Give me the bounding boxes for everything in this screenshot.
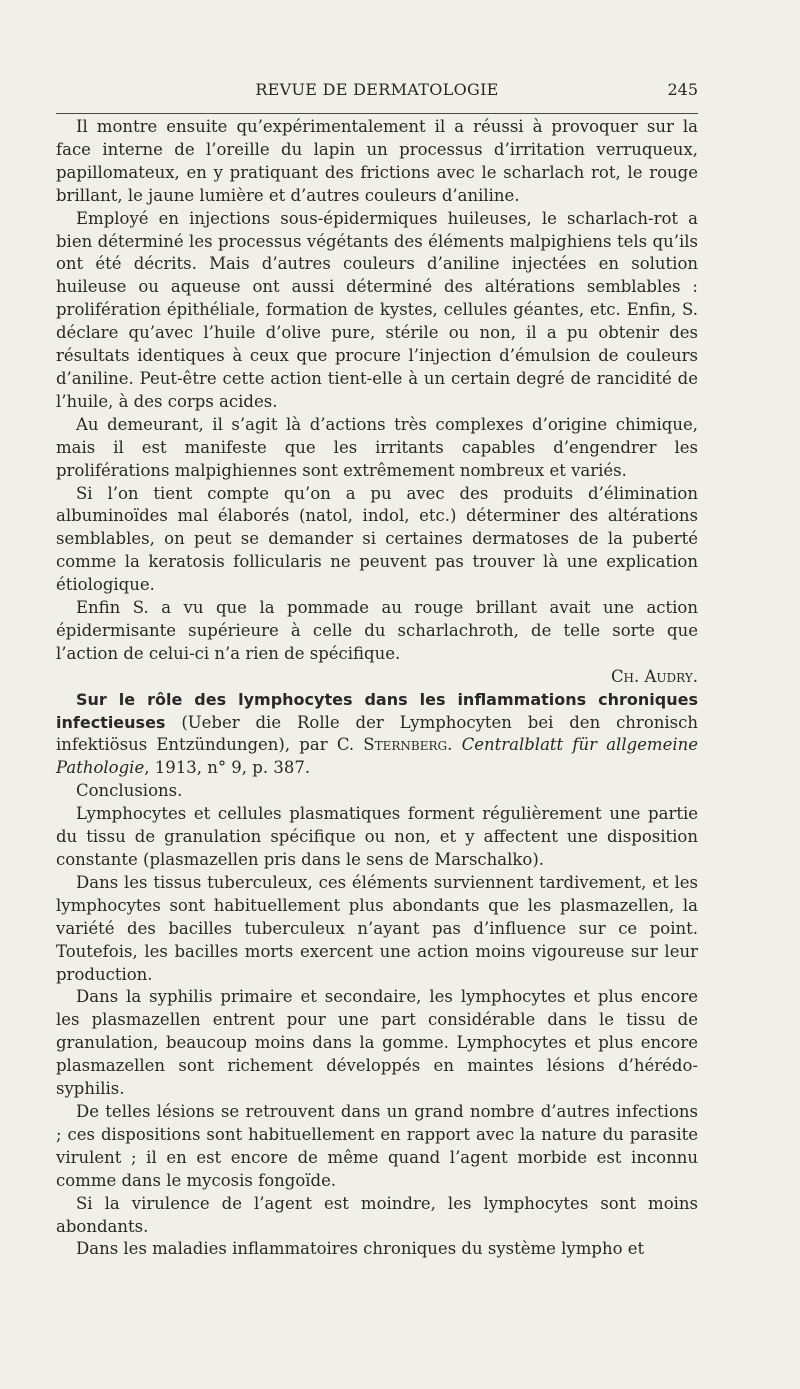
paragraph: Il montre ensuite qu’expérimentalement il a réussi à provoquer sur la face interne de l’oreille du lapin un processus d’irritation verruqueux, papillomateux, en y pratiquant des frictions avec le scharlach rot, le rouge brillant, le jaune lumière et d’autres couleurs d’aniline. xyxy=(56,117,698,205)
article-author: C. Sternberg xyxy=(336,735,448,755)
article-heading: Sur le rôle des lymphocytes dans les inflammations chroniques infectieuses (Ueber die Rolle der Lymphocyten bei den chronisch infektiösus Entzündungen), par C. Sternberg. Centralblatt für allgemeine Pathologie, 1913, n° 9, p. 387. xyxy=(56,689,699,778)
journal-title: REVUE DE DERMATOLOGIE xyxy=(255,80,499,99)
paragraph: Si l’on tient compte qu’on a pu avec des produits d’élimination albuminoïdes mal élaborés (natol, indol, etc.) déterminer des altérations semblables, on peut se demander si certaines dermatoses de la puberté comme la keratosis follicularis ne peuvent pas trouver là une explication étiologique. xyxy=(56,483,698,595)
paragraph: Dans la syphilis primaire et secondaire, les lymphocytes et plus encore les plasmazellen entrent pour une part considérable dans le tissu de granulation, beaucoup moins dans la gomme. Lymphocytes et plus encore plasmazellen sont richement développés en maintes lésions d’hérédo-syphilis. xyxy=(56,987,698,1099)
paragraph: Dans les maladies inflammatoires chroniques du système lympho et xyxy=(76,1239,645,1259)
paragraph: Conclusions. xyxy=(76,781,183,801)
signature xyxy=(56,666,698,689)
paragraph: Si la virulence de l’agent est moindre, les lymphocytes sont moins abondants. xyxy=(56,1193,698,1236)
paragraph-text: Enfin S. a vu que la pommade au rouge brillant avait une action épidermisante supérieure à celle du scharlachroth, de telle sorte que l’action de celui-ci n’a rien de spécifique. xyxy=(56,598,698,663)
paragraph: Dans les tissus tuberculeux, ces éléments surviennent tardivement, et les lymphocytes sont habituellement plus abondants que les plasmazellen, la variété des bacilles tuberculeux n’ayant pas d’influence sur ce point. Toutefois, les bacilles morts exercent une action moins vigoureuse sur leur production. xyxy=(56,872,698,984)
article-title: Sur le rôle des lymphocytes dans les inflammations chroniques infectieuses xyxy=(56,689,698,732)
citation: , 1913, n° 9, p. 387. xyxy=(144,758,311,778)
journal-name: Centralblatt für allgemeine Pathologie xyxy=(56,735,699,778)
paragraph: Lymphocytes et cellules plasmatiques forment régulièrement une partie du tissu de granulation spécifique ou non, et y affectent une disposition constante (plasmazellen pris dans le sens de Marschalko). xyxy=(56,804,698,869)
page-body xyxy=(56,116,698,1261)
header-rule xyxy=(56,113,698,114)
article-subtitle: (Ueber die Rolle der Lymphocyten bei den chronisch infektiösus Entzündungen), par xyxy=(56,712,698,755)
running-header xyxy=(56,80,698,104)
paragraph xyxy=(56,597,698,689)
paragraph: Employé en injections sous-épidermiques huileuses, le scharlach-rot a bien déterminé les processus végétants des éléments malpighiens tels qu’ils ont été décrits. Mais d’autres couleurs d’aniline injectées en solution huileuse ou aqueuse ont aussi déterminé des altérations semblables : prolifération épithéliale, formation de kystes, cellules géantes, etc. Enfin, S. déclare qu’avec l’huile d’olive pure, stérile ou non, il a pu obtenir des résultats identiques à ceux que procure l’injection d’émulsion de couleurs d’aniline. Peut-être cette action tient-elle à un certain degré de rancidité de l’huile, à des corps acides. xyxy=(56,208,698,411)
page-number: 245 xyxy=(667,80,698,99)
paragraph: De telles lésions se retrouvent dans un grand nombre d’autres infections ; ces dispositions sont habituellement en rapport avec la nature du parasite virulent ; il en est encore de même quand l’agent morbide est inconnu comme dans le mycosis fongoïde. xyxy=(56,1101,698,1190)
signature-text: Ch. Audry. xyxy=(610,666,698,686)
paragraph: Au demeurant, il s’agit là d’actions très complexes d’origine chimique, mais il est manifeste que les irritants capables d’engendrer les proliférations malpighiennes sont extrêmement nombreux et variés. xyxy=(56,414,698,480)
